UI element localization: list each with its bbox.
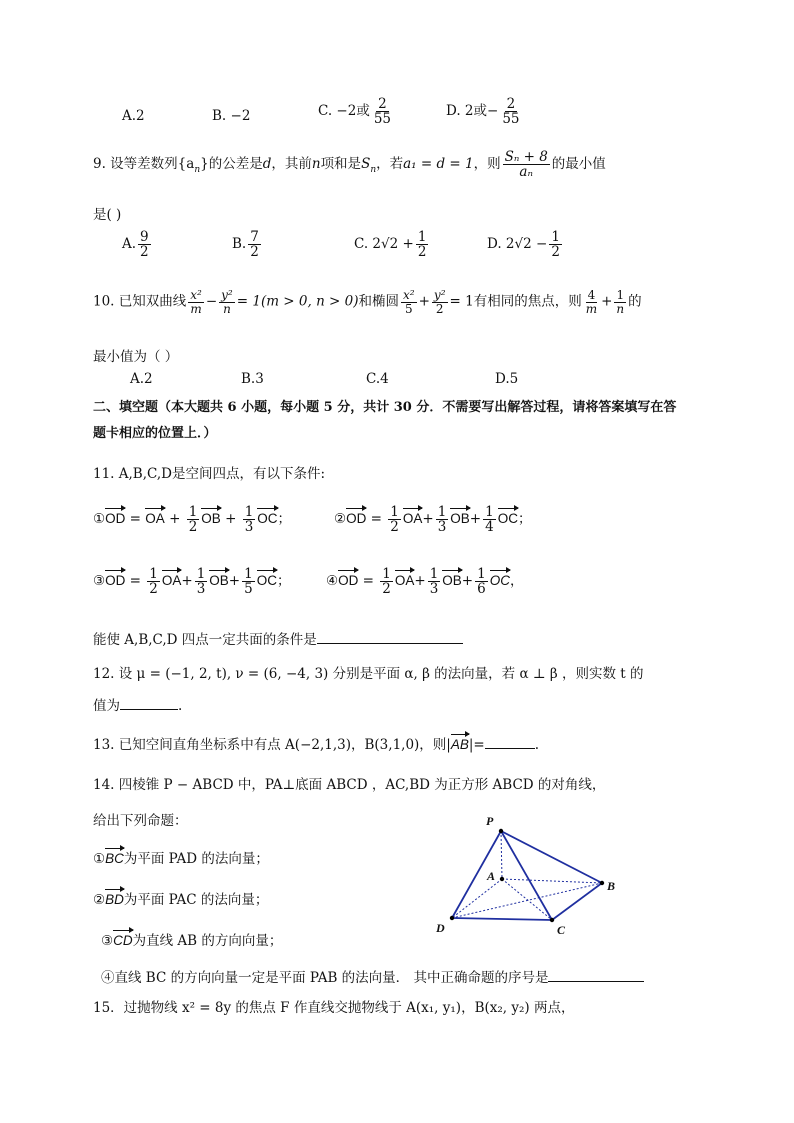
q10-option-b: B.3	[241, 371, 264, 387]
q14-proposition-2: ②BD为平面 PAC 的法向量；	[93, 892, 269, 908]
label-P: P	[486, 814, 494, 828]
vertex-C	[550, 918, 554, 922]
q8-option-a: A.2	[122, 108, 145, 124]
q14-proposition-4: ④直线 BC 的方向向量一定是平面 PAB 的法向量． 其中正确命题的序号是	[101, 966, 644, 986]
edge-DC	[452, 918, 552, 920]
q10-option-d: D.5	[495, 371, 519, 387]
q8-option-d: D. 2或− $\frac{2}{55}$	[446, 96, 520, 128]
q9-option-d: D. 2√2 − $\frac{1}{2}$	[487, 229, 560, 261]
q11-condition-1: ①OD = OA + $\frac{1}{2}$ OB + $\frac{1}{3}$ OC；	[93, 504, 292, 536]
q9-stem: 9. 设等差数列$\{a_n\}$的公差是d，其前n项和是$S_n$，若a₁ = d = 1，则 $\frac{\text{Sₙ + 8}}{\text{aₙ}}$ 的最小值	[93, 149, 606, 181]
vertex-B	[600, 881, 604, 885]
q11-condition-3: ③OD = $\frac{1}{2}$ OA+ $\frac{1}{3}$ OB+ $\frac{1}{5}$ OC；	[93, 566, 291, 598]
edge-AB	[502, 879, 602, 883]
vertex-D	[450, 916, 454, 920]
q13-stem: 13. 已知空间直角坐标系中有点 A(−2,1,3)，B(3,1,0)，则|AB|= .	[93, 737, 540, 753]
q9-option-c: C. 2√2 + $\frac{1}{2}$	[354, 229, 427, 261]
label-A: A	[487, 869, 496, 883]
q9-line2: 是( )	[93, 207, 122, 223]
q11-condition-4: ④OD = $\frac{1}{2}$ OA+ $\frac{1}{3}$ OB+ $\frac{1}{6}$ OC，	[326, 566, 524, 598]
q11-stem: 11. A,B,C,D是空间四点，有以下条件:	[93, 466, 326, 482]
q14-answer-blank[interactable]	[548, 969, 644, 982]
q10-option-c: C.4	[366, 371, 389, 387]
diagonal-AC	[502, 879, 552, 920]
q11-answer-line: 能使 A,B,C,D 四点一定共面的条件是	[93, 628, 463, 648]
q11-answer-blank[interactable]	[317, 631, 463, 644]
label-D: D	[436, 921, 445, 935]
q12-line2: 值为 .	[93, 698, 183, 714]
q9-option-b: B. $\frac{7}{2}$	[232, 229, 259, 261]
q10-option-a: A.2	[130, 371, 153, 387]
q13-answer-blank[interactable]	[485, 736, 535, 749]
vertex-P	[499, 829, 503, 833]
q10-stem: 10. 已知双曲线 $\frac{\text{x²}}{m}$ − $\frac{\text{y²}}{n}$ = 1(m > 0, n > 0)和椭圆 $\frac{\text{x²}}{5}$ + $\frac{\text{y²}}{2}$ = 1有相同的焦点，则 $\frac{4}{m}$ + $\frac{1}{n}$ 的	[93, 288, 642, 316]
q11-condition-2: ②OD = $\frac{1}{2}$ OA+ $\frac{1}{3}$ OB+ $\frac{1}{4}$ OC；	[334, 504, 532, 536]
q14-stem: 14. 四棱锥 P − ABCD 中，PA⊥底面 ABCD ，AC,BD 为正方形 ABCD 的对角线，	[93, 777, 606, 793]
q14-proposition-3: ③CD为直线 AB 的方向向量；	[101, 933, 283, 949]
q8-option-b: B. −2	[212, 108, 251, 124]
vertex-A	[500, 877, 504, 881]
pyramid-figure	[430, 808, 620, 938]
q14-proposition-1: ①BC为平面 PAD 的法向量；	[93, 851, 269, 867]
section-heading: 二、填空题（本大题共 6 小题，每小题 5 分，共计 30 分．不需要写出解答过程，请将答案填写在答	[93, 400, 677, 415]
q15-stem: 15．过抛物线 x² = 8y 的焦点 F 作直线交抛物线于 A(x₁, y₁)，B(x₂, y₂) 两点，	[93, 1000, 575, 1016]
q12-stem: 12. 设 μ = (−1, 2, t), ν = (6, −4, 3) 分别是平面 α, β 的法向量，若 α ⊥ β ，则实数 t 的	[93, 666, 644, 682]
q10-line2: 最小值为（ ）	[93, 349, 179, 365]
q9-option-a: A. $\frac{9}{2}$	[122, 229, 149, 261]
label-B: B	[607, 879, 616, 893]
edge-PA	[501, 831, 502, 879]
q14-line2: 给出下列命题：	[93, 813, 188, 829]
q12-answer-blank[interactable]	[120, 697, 178, 710]
q8-option-c: C. −2或 $\frac{2}{55}$	[318, 96, 392, 128]
label-C: C	[557, 923, 566, 937]
section-heading-line2: 题卡相应的位置上．）	[93, 426, 217, 441]
